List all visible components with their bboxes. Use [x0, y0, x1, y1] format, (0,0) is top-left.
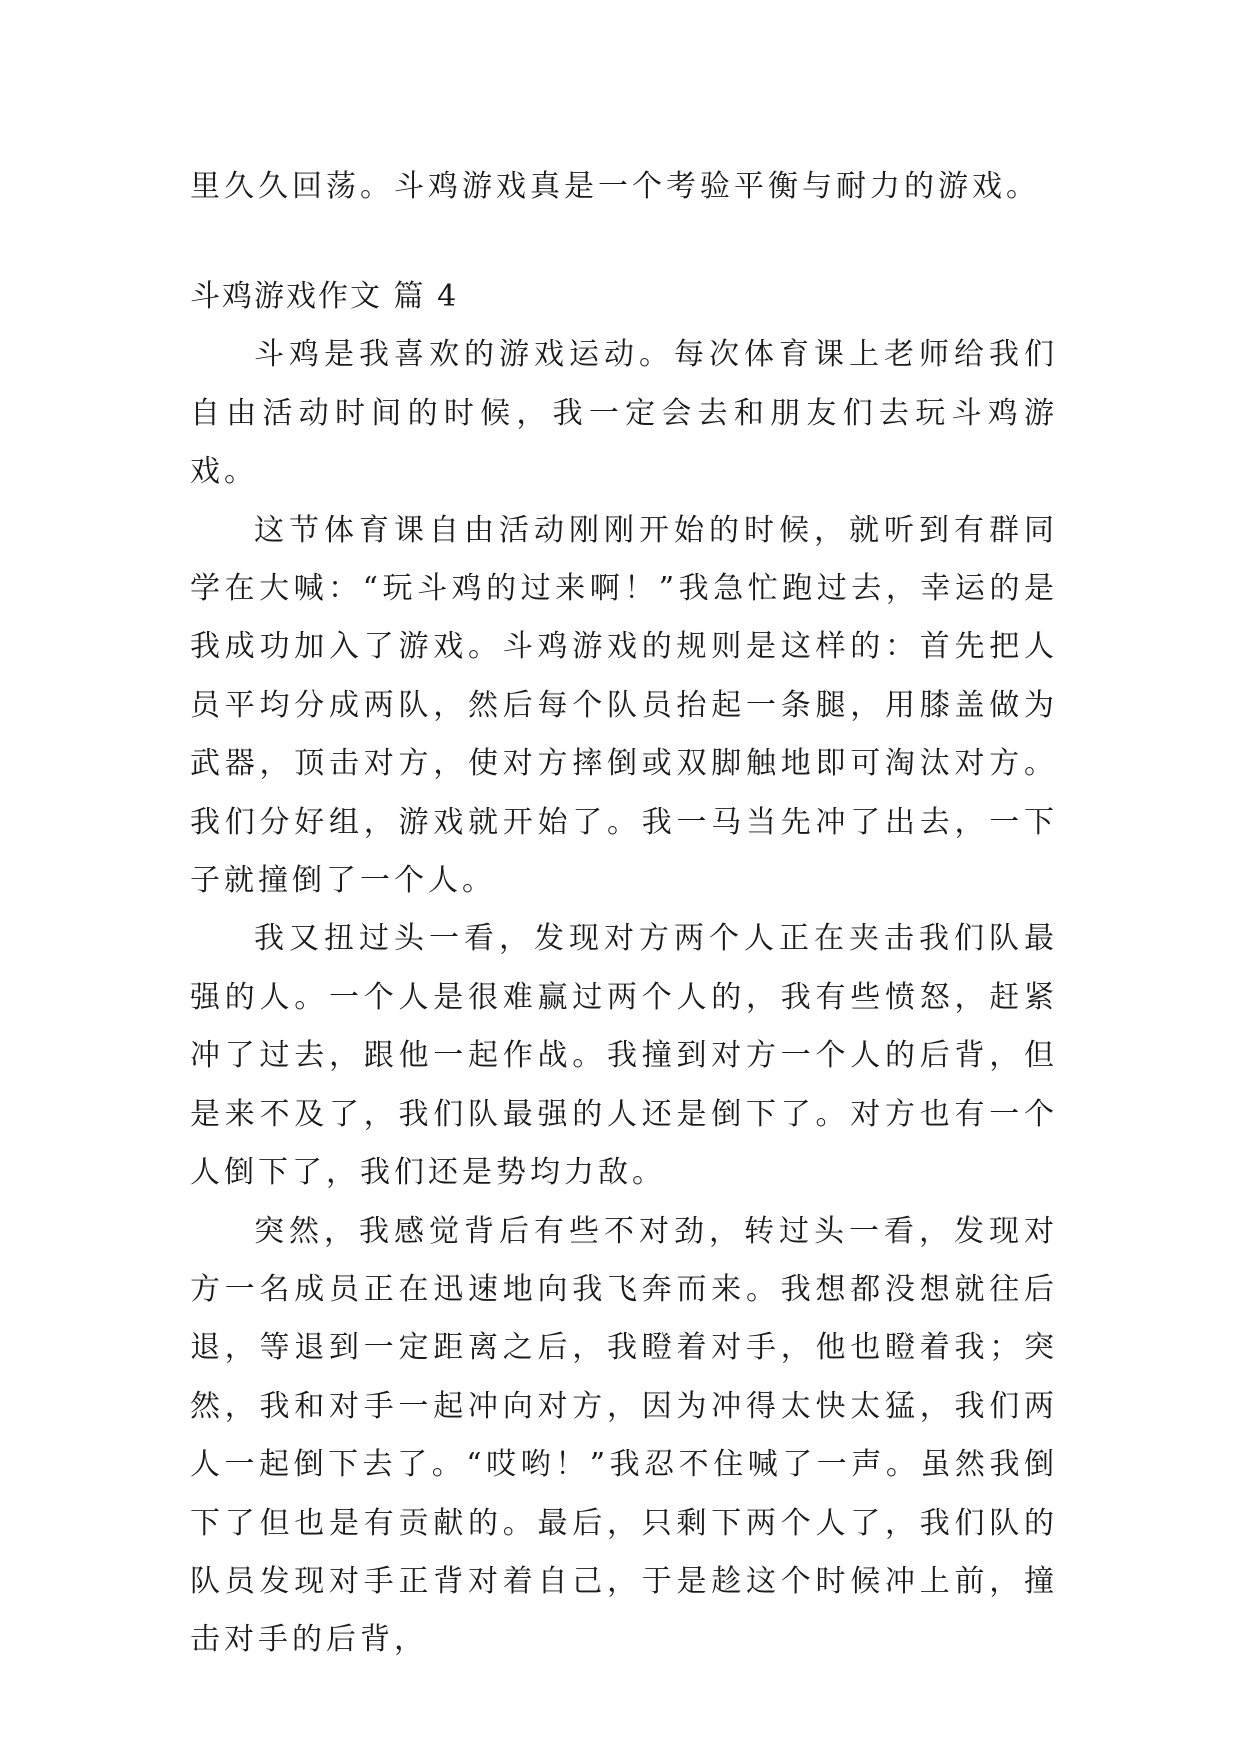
paragraph-2: 这节体育课自由活动刚刚开始的时候，就听到有群同学在大喊：“玩斗鸡的过来啊！”我急忙跑过去，幸运的是我成功加入了游戏。斗鸡游戏的规则是这样的：首先把人员平均分成两队，然后每个队员抬起一条腿，用膝盖做为武器，顶击对方，使对方摔倒或双脚触地即可淘汰对方。我们分好组，游戏就开始了。我一马当先冲了出去，一下子就撞倒了一个人。 [190, 512, 1058, 899]
section-title: 斗鸡游戏作文 篇 4 [190, 279, 459, 315]
paragraph-1: 斗鸡是我喜欢的游戏运动。每次体育课上老师给我们自由活动时间的时候，我一定会去和朋友们去玩斗鸡游戏。 [190, 337, 1058, 490]
paragraph-4: 突然，我感觉背后有些不对劲，转过头一看，发现对方一名成员正在迅速地向我飞奔而来。我想都没想就往后退，等退到一定距离之后，我瞪着对手，他也瞪着我；突然，我和对手一起冲向对方，因为冲得太快太猛，我们两人一起倒下去了。“哎哟！”我忍不住喊了一声。虽然我倒下了但也是有贡献的。最后，只剩下两个人了，我们队的队员发现对手正背对着自己，于是趁这个时候冲上前，撞击对手的后背， [190, 1213, 1058, 1658]
continuation-text: 里久久回荡。斗鸡游戏真是一个考验平衡与耐力的游戏。 [190, 169, 1040, 204]
paragraph-3: 我又扭过头一看，发现对方两个人正在夹击我们队最强的人。一个人是很难赢过两个人的，我有些愤怒，赶紧冲了过去，跟他一起作战。我撞到对方一个人的后背，但是来不及了，我们队最强的人还是倒下了。对方也有一个人倒下了，我们还是势均力敌。 [190, 921, 1058, 1191]
document-body [190, 158, 1058, 1670]
